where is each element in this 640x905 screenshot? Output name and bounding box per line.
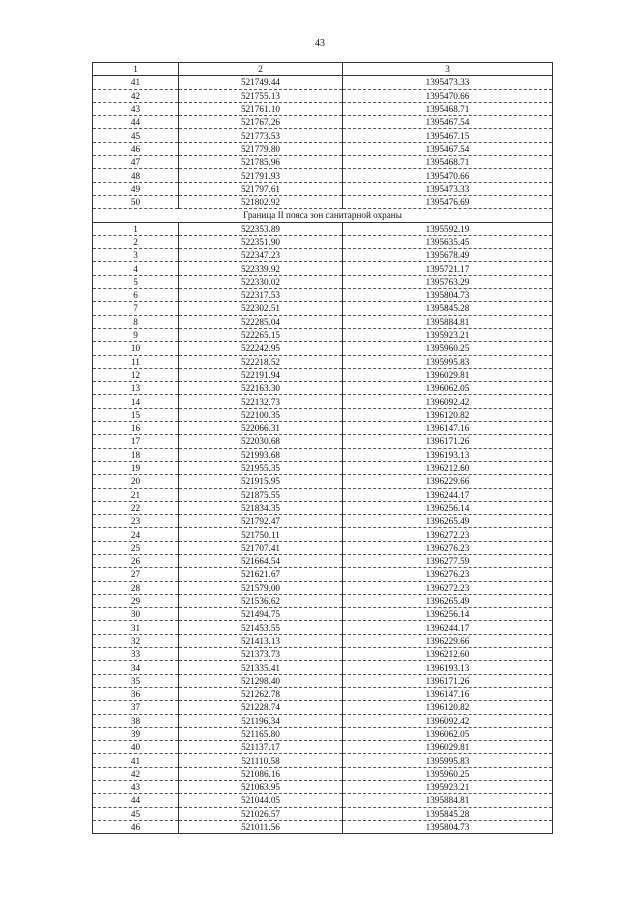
point-number-cell: 43 [93,781,179,794]
table-row [93,169,553,182]
point-number-cell: 9 [93,328,179,341]
y-coordinate-cell: 1395467.15 [343,129,553,142]
x-coordinate-cell: 522353.89 [179,222,343,235]
x-coordinate-cell: 521792.47 [179,515,343,528]
point-number-cell: 32 [93,634,179,647]
x-coordinate-cell: 521373.73 [179,648,343,661]
point-number-cell: 45 [93,807,179,820]
point-number-cell: 30 [93,608,179,621]
point-number-cell: 38 [93,714,179,727]
y-coordinate-cell: 1396171.26 [343,674,553,687]
point-number-cell: 6 [93,289,179,302]
table-row [93,701,553,714]
table-row [93,581,553,594]
y-coordinate-cell: 1396265.49 [343,515,553,528]
x-coordinate-cell: 521773.53 [179,129,343,142]
x-coordinate-cell: 522351.90 [179,235,343,248]
table-row [93,594,553,607]
table-row [93,182,553,195]
table-row [93,382,553,395]
table-row [93,568,553,581]
table-row [93,488,553,501]
x-coordinate-cell: 522191.94 [179,368,343,381]
x-coordinate-cell: 522317.53 [179,289,343,302]
x-coordinate-cell: 521761.10 [179,102,343,115]
point-number-cell: 44 [93,116,179,129]
x-coordinate-cell: 522285.04 [179,315,343,328]
table-body [93,76,553,834]
point-number-cell: 50 [93,195,179,208]
table-row [93,302,553,315]
point-number-cell: 39 [93,727,179,740]
x-coordinate-cell: 522100.35 [179,408,343,421]
point-number-cell: 34 [93,661,179,674]
x-coordinate-cell: 521165.80 [179,727,343,740]
y-coordinate-cell: 1395592.19 [343,222,553,235]
x-coordinate-cell: 522132.73 [179,395,343,408]
x-coordinate-cell: 521536.62 [179,594,343,607]
x-coordinate-cell: 521044.05 [179,794,343,807]
point-number-cell: 15 [93,408,179,421]
x-coordinate-cell: 521750.11 [179,528,343,541]
table-row [93,820,553,833]
x-coordinate-cell: 521228.74 [179,701,343,714]
y-coordinate-cell: 1395995.83 [343,355,553,368]
point-number-cell: 14 [93,395,179,408]
y-coordinate-cell: 1395804.73 [343,820,553,833]
point-number-cell: 13 [93,382,179,395]
table-row [93,395,553,408]
x-coordinate-cell: 521063.95 [179,781,343,794]
table-row [93,249,553,262]
table-row [93,741,553,754]
x-coordinate-cell: 521110.58 [179,754,343,767]
point-number-cell: 26 [93,554,179,567]
coordinates-table [92,62,553,834]
table-row [93,674,553,687]
table-row [93,408,553,421]
x-coordinate-cell: 521993.68 [179,448,343,461]
table-row [93,129,553,142]
point-number-cell: 21 [93,488,179,501]
y-coordinate-cell: 1396272.23 [343,581,553,594]
table-row [93,275,553,288]
y-coordinate-cell: 1396193.13 [343,448,553,461]
y-coordinate-cell: 1396171.26 [343,435,553,448]
x-coordinate-cell: 521955.35 [179,461,343,474]
section-title-row [93,209,553,222]
y-coordinate-cell: 1395635.45 [343,235,553,248]
table-row [93,687,553,700]
point-number-cell: 33 [93,648,179,661]
y-coordinate-cell: 1396265.49 [343,594,553,607]
point-number-cell: 5 [93,275,179,288]
y-coordinate-cell: 1396029.81 [343,368,553,381]
point-number-cell: 1 [93,222,179,235]
point-number-cell: 23 [93,515,179,528]
y-coordinate-cell: 1396062.05 [343,727,553,740]
x-coordinate-cell: 521875.55 [179,488,343,501]
point-number-cell: 44 [93,794,179,807]
y-coordinate-cell: 1395467.54 [343,116,553,129]
table-row [93,102,553,115]
point-number-cell: 24 [93,528,179,541]
y-coordinate-cell: 1395763.29 [343,275,553,288]
table-row [93,262,553,275]
x-coordinate-cell: 521137.17 [179,741,343,754]
table-row [93,461,553,474]
x-coordinate-cell: 521262.78 [179,687,343,700]
x-coordinate-cell: 521494.75 [179,608,343,621]
x-coordinate-cell: 522339.92 [179,262,343,275]
y-coordinate-cell: 1395721.17 [343,262,553,275]
table-row [93,541,553,554]
point-number-cell: 40 [93,741,179,754]
table-row [93,554,553,567]
y-coordinate-cell: 1395473.33 [343,76,553,89]
x-coordinate-cell: 521298.40 [179,674,343,687]
table-row [93,195,553,208]
point-number-cell: 27 [93,568,179,581]
point-number-cell: 11 [93,355,179,368]
point-number-cell: 46 [93,820,179,833]
table-row [93,727,553,740]
table-row [93,116,553,129]
table-row [93,501,553,514]
column-header-2: 2 [179,63,343,76]
y-coordinate-cell: 1396120.82 [343,701,553,714]
x-coordinate-cell: 521579.00 [179,581,343,594]
table-header-row [93,63,553,76]
table-row [93,661,553,674]
point-number-cell: 16 [93,422,179,435]
y-coordinate-cell: 1395470.66 [343,169,553,182]
point-number-cell: 43 [93,102,179,115]
y-coordinate-cell: 1396277.59 [343,554,553,567]
table-row [93,222,553,235]
x-coordinate-cell: 521834.35 [179,501,343,514]
point-number-cell: 28 [93,581,179,594]
y-coordinate-cell: 1395467.54 [343,142,553,155]
x-coordinate-cell: 522347.23 [179,249,343,262]
x-coordinate-cell: 521621.67 [179,568,343,581]
table-row [93,142,553,155]
table-row [93,714,553,727]
column-header-1: 1 [93,63,179,76]
x-coordinate-cell: 521026.57 [179,807,343,820]
point-number-cell: 41 [93,754,179,767]
column-header-3: 3 [343,63,553,76]
point-number-cell: 36 [93,687,179,700]
x-coordinate-cell: 521779.80 [179,142,343,155]
point-number-cell: 29 [93,594,179,607]
y-coordinate-cell: 1396276.23 [343,541,553,554]
point-number-cell: 48 [93,169,179,182]
table-row [93,608,553,621]
x-coordinate-cell: 521802.92 [179,195,343,208]
x-coordinate-cell: 521664.54 [179,554,343,567]
table-row [93,156,553,169]
y-coordinate-cell: 1395804.73 [343,289,553,302]
x-coordinate-cell: 522242.95 [179,342,343,355]
x-coordinate-cell: 521749.44 [179,76,343,89]
table-row [93,767,553,780]
y-coordinate-cell: 1396147.16 [343,687,553,700]
x-coordinate-cell: 521797.61 [179,182,343,195]
y-coordinate-cell: 1396212.60 [343,648,553,661]
table-row [93,528,553,541]
point-number-cell: 2 [93,235,179,248]
y-coordinate-cell: 1396229.66 [343,634,553,647]
y-coordinate-cell: 1395470.66 [343,89,553,102]
x-coordinate-cell: 521707.41 [179,541,343,554]
table-row [93,89,553,102]
point-number-cell: 31 [93,621,179,634]
point-number-cell: 25 [93,541,179,554]
table-row [93,235,553,248]
x-coordinate-cell: 521453.55 [179,621,343,634]
y-coordinate-cell: 1396212.60 [343,461,553,474]
y-coordinate-cell: 1396062.05 [343,382,553,395]
x-coordinate-cell: 522030.68 [179,435,343,448]
table-row [93,368,553,381]
point-number-cell: 35 [93,674,179,687]
point-number-cell: 10 [93,342,179,355]
y-coordinate-cell: 1396029.81 [343,741,553,754]
point-number-cell: 45 [93,129,179,142]
point-number-cell: 17 [93,435,179,448]
x-coordinate-cell: 521785.96 [179,156,343,169]
table-row [93,781,553,794]
y-coordinate-cell: 1395884.81 [343,794,553,807]
table-row [93,289,553,302]
y-coordinate-cell: 1396276.23 [343,568,553,581]
y-coordinate-cell: 1396147.16 [343,422,553,435]
point-number-cell: 7 [93,302,179,315]
table-row [93,634,553,647]
section-title: Граница II пояса зон санитарной охраны [93,209,553,222]
y-coordinate-cell: 1395884.81 [343,315,553,328]
y-coordinate-cell: 1395995.83 [343,754,553,767]
y-coordinate-cell: 1396120.82 [343,408,553,421]
y-coordinate-cell: 1395678.49 [343,249,553,262]
y-coordinate-cell: 1395473.33 [343,182,553,195]
x-coordinate-cell: 521413.13 [179,634,343,647]
point-number-cell: 18 [93,448,179,461]
table-row [93,475,553,488]
point-number-cell: 22 [93,501,179,514]
point-number-cell: 4 [93,262,179,275]
table-row [93,422,553,435]
point-number-cell: 37 [93,701,179,714]
y-coordinate-cell: 1395845.28 [343,302,553,315]
y-coordinate-cell: 1396244.17 [343,621,553,634]
table-row [93,315,553,328]
y-coordinate-cell: 1395960.25 [343,767,553,780]
x-coordinate-cell: 521196.34 [179,714,343,727]
point-number-cell: 42 [93,89,179,102]
y-coordinate-cell: 1396244.17 [343,488,553,501]
y-coordinate-cell: 1396256.14 [343,608,553,621]
table-row [93,515,553,528]
x-coordinate-cell: 521791.93 [179,169,343,182]
table-row [93,76,553,89]
y-coordinate-cell: 1395960.25 [343,342,553,355]
y-coordinate-cell: 1395468.71 [343,102,553,115]
table-row [93,342,553,355]
table-row [93,621,553,634]
y-coordinate-cell: 1396272.23 [343,528,553,541]
table-row [93,435,553,448]
table-row [93,648,553,661]
point-number-cell: 12 [93,368,179,381]
x-coordinate-cell: 521755.13 [179,89,343,102]
table-row [93,754,553,767]
y-coordinate-cell: 1396092.42 [343,395,553,408]
point-number-cell: 20 [93,475,179,488]
point-number-cell: 42 [93,767,179,780]
x-coordinate-cell: 522163.30 [179,382,343,395]
point-number-cell: 49 [93,182,179,195]
y-coordinate-cell: 1395923.21 [343,781,553,794]
table-row [93,807,553,820]
point-number-cell: 47 [93,156,179,169]
y-coordinate-cell: 1396092.42 [343,714,553,727]
x-coordinate-cell: 522330.02 [179,275,343,288]
x-coordinate-cell: 521915.95 [179,475,343,488]
page-number: 43 [315,38,325,49]
y-coordinate-cell: 1396229.66 [343,475,553,488]
x-coordinate-cell: 521335.41 [179,661,343,674]
table-row [93,328,553,341]
y-coordinate-cell: 1395845.28 [343,807,553,820]
x-coordinate-cell: 522218.52 [179,355,343,368]
table-row [93,794,553,807]
x-coordinate-cell: 522066.31 [179,422,343,435]
point-number-cell: 41 [93,76,179,89]
point-number-cell: 8 [93,315,179,328]
y-coordinate-cell: 1395468.71 [343,156,553,169]
y-coordinate-cell: 1395476.69 [343,195,553,208]
table-row [93,448,553,461]
table-row [93,355,553,368]
y-coordinate-cell: 1396256.14 [343,501,553,514]
x-coordinate-cell: 521767.26 [179,116,343,129]
y-coordinate-cell: 1396193.13 [343,661,553,674]
point-number-cell: 3 [93,249,179,262]
point-number-cell: 46 [93,142,179,155]
point-number-cell: 19 [93,461,179,474]
x-coordinate-cell: 521011.56 [179,820,343,833]
x-coordinate-cell: 522265.15 [179,328,343,341]
x-coordinate-cell: 522302.51 [179,302,343,315]
x-coordinate-cell: 521086.16 [179,767,343,780]
y-coordinate-cell: 1395923.21 [343,328,553,341]
